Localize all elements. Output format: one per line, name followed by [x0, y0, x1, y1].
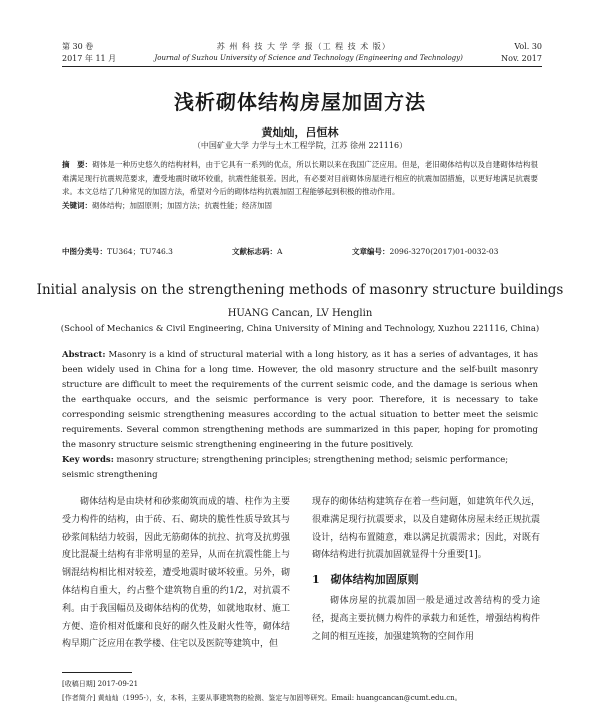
- classification-line: [62, 246, 538, 257]
- abstract-en-label: Abstract:: [62, 350, 106, 360]
- affiliation: （中国矿业大学 力学与土木工程学院，江苏 徐州 221116）: [192, 141, 408, 150]
- clc-value: TU364；TU746.3: [107, 247, 173, 256]
- english-affiliation: (School of Mechanics & Civil Engineering, China University of Mining and Technology, Xuzhou 221116, China): [60, 324, 540, 334]
- abstract-en-text: Masonry is a kind of structural material with a long history, as it has a series of advantages, it has been widely used in China for a long time. However, the old masonry structure and the self-built masonry structure are difficult to meet the requirements of the current seismic code, and the damage is serious when the earthquake occurs, and the seismic performance is very poor. Therefore, it is necessary to take corresponding seismic strengthening measures according to the actual situation to better meet the seismic requirements. Several common strengthening methods are summarized in this paper, hoping for promoting the masonry structure seismic strengthening engineering in the future positively.: [62, 350, 538, 450]
- doc-code-label: 文献标志码：: [232, 247, 277, 256]
- body-column-right: [312, 494, 540, 647]
- paper-title: 浅析砌体结构房屋加固方法: [174, 90, 426, 114]
- keywords-cn-label: 关键词：: [62, 200, 92, 210]
- footnote-author: [作者简介] 黄灿灿（1995-），女，本科，主要从事建筑物的检测、鉴定与加固等研究。Email: huangcancan@cumt.edu.cn。: [62, 694, 462, 702]
- authors: 黄灿灿，吕恒林: [261, 126, 339, 139]
- body-paragraph: 砌体结构是由块材和砂浆砌筑而成的墙、柱作为主要受力构件的结构，由于砖、石、砌块的脆性性质导致其与砂浆间粘结力较弱，因此无筋砌体的抗拉、抗弯及抗剪强度比混凝土结构有非常明显的差异，从而在抗震性能上与钢混结构相比相对较差，遭受地震时破坏较重。另外，砌体结构自重大，约占整个建筑物自重的约1/2，对抗震不利。由于我国幅员及砌体结构的优势，如就地取材、施工方便、造价相对低廉和良好的耐久性及耐火性等，砌体结构早期广泛应用在教学楼、住宅以及医院等建筑中，但: [62, 497, 290, 650]
- english-title: Initial analysis on the strengthening methods of masonry structure buildings: [36, 282, 564, 298]
- issue-date-en: Nov. 2017: [501, 53, 542, 63]
- abstract-en: [62, 348, 538, 453]
- doc-code-value: A: [277, 247, 283, 256]
- header-rule: [62, 66, 542, 67]
- abstract-cn-label: 摘 要：: [62, 160, 93, 169]
- volume-label: 第 30 卷: [62, 41, 94, 51]
- abstract-cn-text: 砌体是一种历史悠久的结构材料，由于它具有一系列的优点，所以长期以来在我国广泛应用。但是，老旧砌体结构以及自建砌体结构很难满足现行抗震规范要求，遭受地震时破坏较重，抗震性能很差。因此，有必要对目前砌体房屋进行相应的抗震加固措施，以更好地满足抗震要求。本文总结了几种常见的加固方法，希望对今后的砌体结构抗震加固工程能够起到积极的推动作用。: [62, 160, 539, 196]
- clc-label: 中图分类号：: [62, 247, 107, 256]
- footnote-rule: [62, 672, 132, 673]
- journal-name-en: Journal of Suzhou University of Science and Technology (Engineering and Technology): [154, 54, 463, 62]
- volume-label-en: Vol. 30: [514, 41, 542, 51]
- journal-header: [62, 40, 542, 67]
- issue-date: 2017 年 11 月: [62, 53, 117, 63]
- journal-name-cn: 苏 州 科 技 大 学 学 报（工 程 技 术 版）: [216, 41, 391, 51]
- keywords-en-text: masonry structure; strengthening principles; strengthening method; seismic performance; seismic strengthening: [62, 455, 509, 480]
- section-heading: 1 砌体结构加固原则: [312, 573, 419, 587]
- body-paragraph: 砌体房屋的抗震加固一般是通过改善结构的受力途径，提高主要抗侧力构件的承载力和延性，增强结构构件之间的相互连接，加强建筑物的空间作用: [312, 596, 540, 642]
- body-paragraph: 现存的砌体结构建筑存在着一些问题，如建筑年代久远，很难满足现行抗震要求，以及自建砌体房屋未经正规抗震设计，结构布置随意，难以满足抗震需求；因此，对既有砌体结构进行抗震加固就显得十分重要[1]。: [312, 497, 540, 561]
- article-no-value: 2096-3270(2017)01-0032-03: [389, 247, 499, 256]
- keywords-en: [62, 453, 538, 483]
- abstract-cn: [62, 158, 538, 212]
- footnote-received: [收稿日期] 2017-09-21: [62, 680, 139, 688]
- english-authors: HUANG Cancan, LV Henglin: [227, 308, 373, 319]
- keywords-cn-text: 砌体结构；加固原则；加固方法；抗震性能；经济加固: [92, 200, 272, 210]
- keywords-en-label: Key words:: [62, 455, 114, 465]
- article-no-label: 文章编号：: [352, 247, 390, 256]
- body-column-left: [62, 494, 290, 654]
